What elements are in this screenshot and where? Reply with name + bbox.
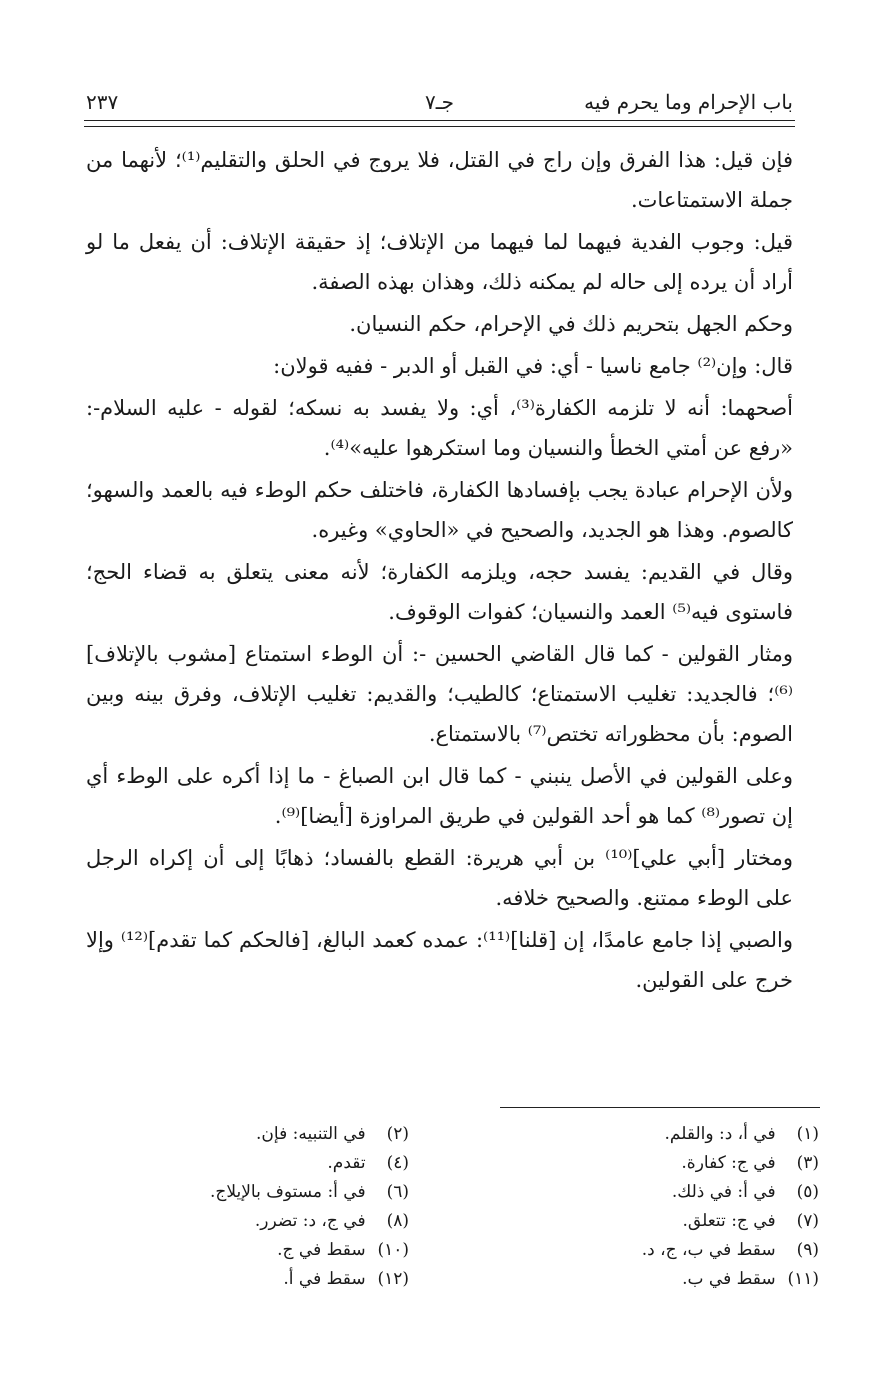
footnote-item xyxy=(459,1120,819,1149)
footnote-item xyxy=(49,1149,409,1178)
paragraph: أصحهما: أنه لا تلزمه الكفارة⁽³⁾، أي: ولا يفسد به نسكه؛ لقوله - عليه السلام-: «رفع عن أمتي الخطأ والنسيان وما استكرهوا عليه»⁽⁴⁾. xyxy=(86,396,793,460)
footnote-item xyxy=(49,1120,409,1149)
paragraph: ومثار القولين - كما قال القاضي الحسين -: أن الوطء استمتاع [مشوب بالإتلاف]⁽⁶⁾؛ فالجديد: تغليب الاستمتاع؛ كالطيب؛ والقديم: تغليب الإتلاف، وفرق بينه وبين الصوم: بأن محظوراته تختص⁽⁷⁾ بالاستمتاع. xyxy=(86,642,793,746)
page-number: ٢٣٧ xyxy=(86,90,119,114)
footnote-number: (١٠) xyxy=(377,1240,409,1260)
footnote-item xyxy=(459,1236,819,1265)
paragraph: فإن قيل: هذا الفرق وإن راج في القتل، فلا يروج في الحلق والتقليم⁽¹⁾؛ لأنهما من جملة الاستمتاعات. xyxy=(86,148,793,212)
footnote-number: (٦) xyxy=(386,1182,409,1202)
paragraph: والصبي إذا جامع عامدًا، إن [قلنا]⁽¹¹⁾: عمده كعمد البالغ، [فالحكم كما تقدم]⁽¹²⁾ وإلا خرج على القولين. xyxy=(86,928,793,992)
paragraph: ومختار [أبي علي]⁽¹⁰⁾ بن أبي هريرة: القطع بالفساد؛ ذهابًا إلى أن إكراه الرجل على الوطء ممتنع. والصحيح خلافه. xyxy=(86,846,793,910)
footnote-text: في أ: مستوف بالإيلاج. xyxy=(209,1182,366,1202)
footnote-item xyxy=(49,1236,409,1265)
footnote-text: في أ: في ذلك. xyxy=(671,1182,776,1202)
footnote-text: في ج: تتعلق. xyxy=(682,1211,776,1231)
footnote-number: (٣) xyxy=(796,1153,819,1173)
footnote-text: في ج: كفارة. xyxy=(681,1153,776,1173)
paragraph: قال: وإن⁽²⁾ جامع ناسيا - أي: في القبل أو الدبر - ففيه قولان: xyxy=(273,354,793,378)
footnote-item xyxy=(49,1207,409,1236)
footnote-text: في التنبيه: فإن. xyxy=(256,1124,366,1144)
paragraph: ولأن الإحرام عبادة يجب بإفسادها الكفارة، فاختلف حكم الوطء فيه بالعمد والسهو؛ كالصوم. وهذا هو الجديد، والصحيح في «الحاوي» وغيره. xyxy=(86,478,793,542)
footnote-number: (٨) xyxy=(386,1211,409,1231)
main-text xyxy=(86,140,793,1002)
footnote-text: سقط في ب. xyxy=(682,1269,776,1289)
footnote-number: (٧) xyxy=(796,1211,819,1231)
chapter-title: باب الإحرام وما يحرم فيه xyxy=(584,90,793,114)
paragraph: وعلى القولين في الأصل ينبني - كما قال ابن الصباغ - ما إذا أكره على الوطء أي إن تصور⁽⁸⁾ كما هو أحد القولين في طريق المراوزة [أيضا]⁽⁹⁾. xyxy=(86,764,793,828)
footnote-number: (١) xyxy=(796,1124,819,1144)
footnote-separator xyxy=(500,1107,820,1108)
paragraph: وقال في القديم: يفسد حجه، ويلزمه الكفارة؛ لأنه معنى يتعلق به قضاء الحج؛ فاستوى فيه⁽⁵⁾ العمد والنسيان؛ كفوات الوقوف. xyxy=(86,560,793,624)
footnote-item xyxy=(49,1178,409,1207)
footnote-text: في أ، د: والقلم. xyxy=(664,1124,776,1144)
footnote-item xyxy=(459,1178,819,1207)
paragraph: قيل: وجوب الفدية فيهما لما فيهما من الإتلاف؛ إذ حقيقة الإتلاف: أن يفعل ما لو أراد أن يرده إلى حاله لم يمكنه ذلك، وهذان بهذه الصفة. xyxy=(86,230,793,294)
footnote-item xyxy=(459,1265,819,1294)
footnote-text: في ج، د: تضرر. xyxy=(254,1211,366,1231)
volume-label: جـ٧ xyxy=(425,90,454,114)
header-rule-thick xyxy=(84,120,795,121)
footnote-number: (٢) xyxy=(386,1124,409,1144)
header-rule-thin xyxy=(84,126,795,127)
footnote-number: (٤) xyxy=(386,1153,409,1173)
running-header xyxy=(86,88,793,122)
footnote-item xyxy=(459,1207,819,1236)
footnote-text: سقط في ج. xyxy=(277,1240,366,1260)
footnote-number: (٩) xyxy=(796,1240,819,1260)
footnote-number: (١١) xyxy=(787,1269,819,1289)
footnote-text: تقدم. xyxy=(327,1153,366,1173)
footnote-number: (٥) xyxy=(796,1182,819,1202)
footnote-item xyxy=(459,1149,819,1178)
footnote-item xyxy=(49,1265,409,1294)
footnote-text: سقط في أ. xyxy=(283,1269,366,1289)
footnote-number: (١٢) xyxy=(377,1269,409,1289)
footnote-text: سقط في ب، ج، د. xyxy=(641,1240,776,1260)
paragraph: وحكم الجهل بتحريم ذلك في الإحرام، حكم النسيان. xyxy=(349,312,793,336)
